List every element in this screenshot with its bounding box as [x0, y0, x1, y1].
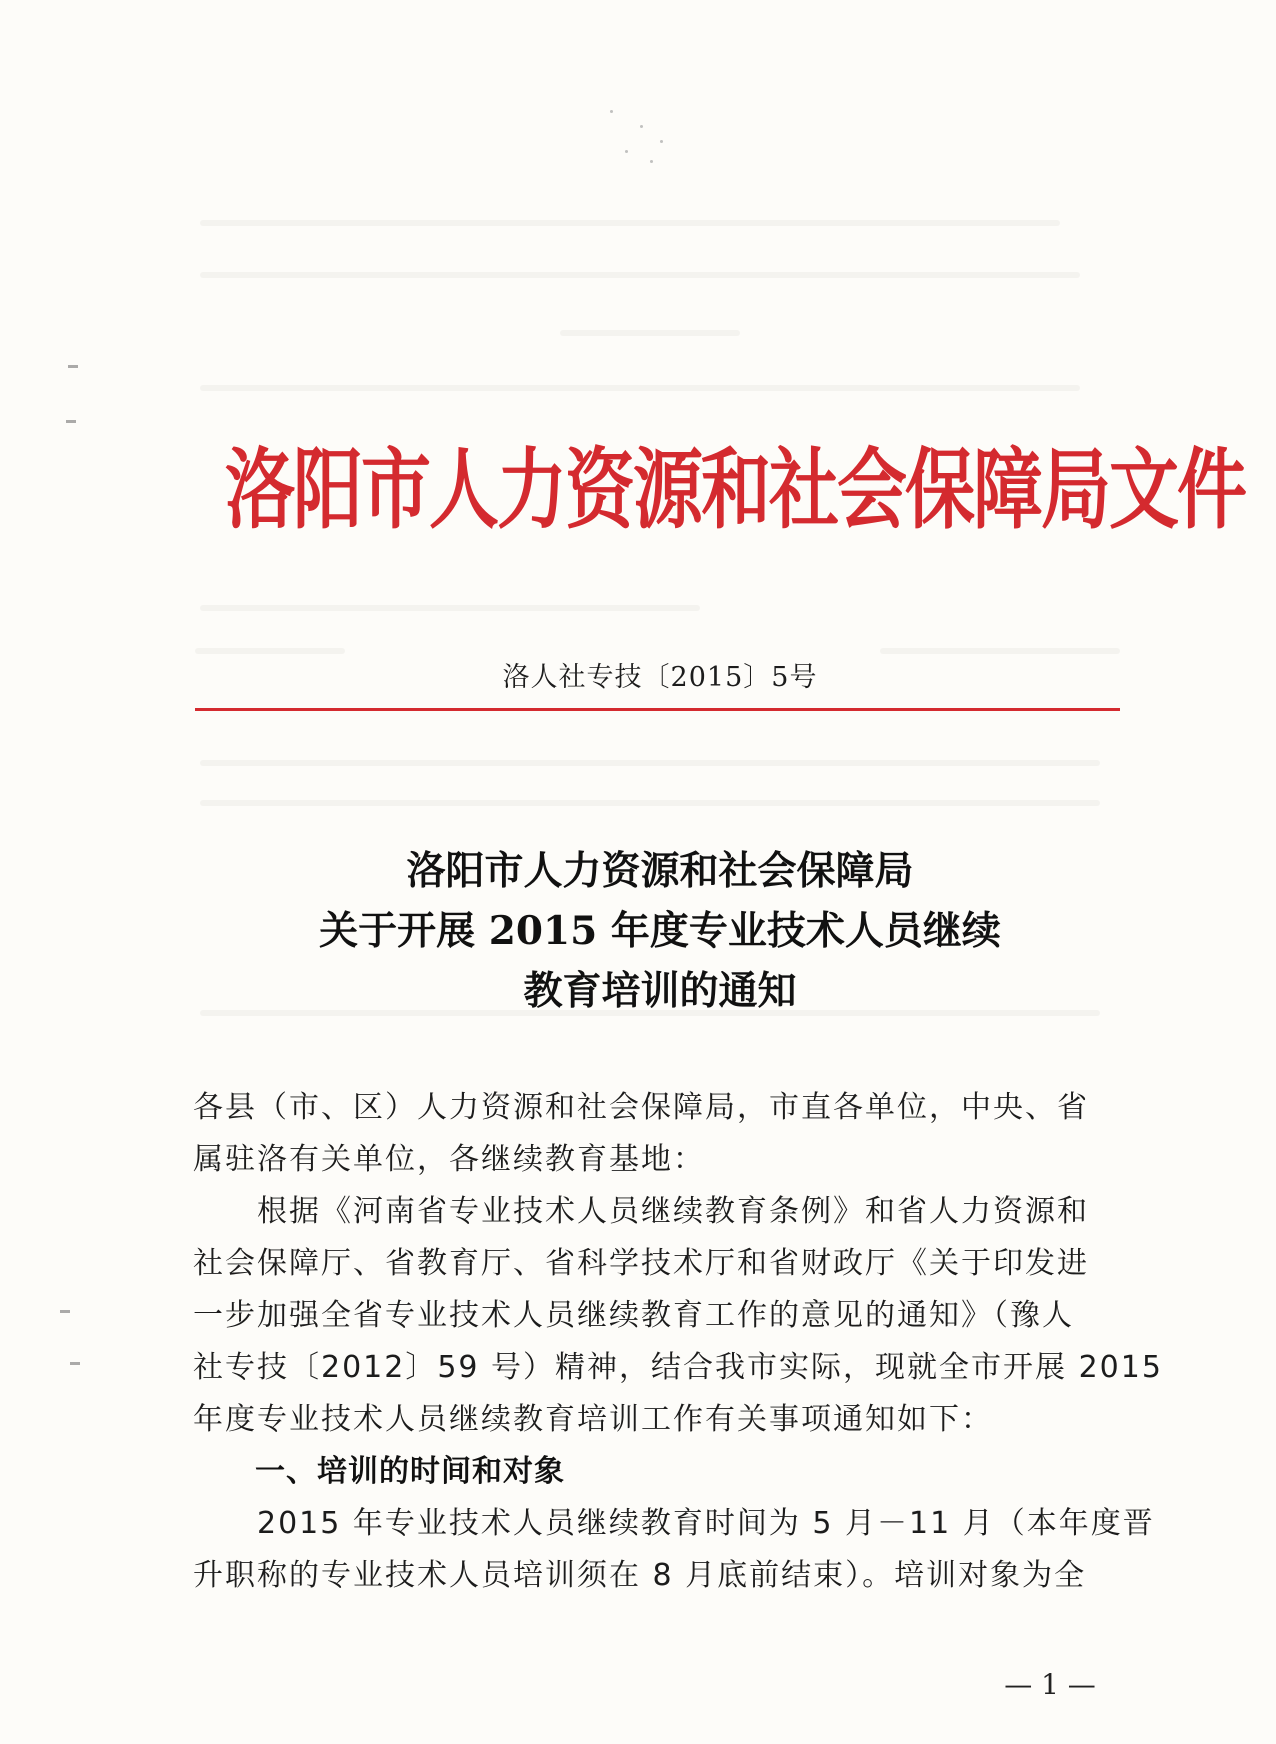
body-line: 根据《河南省专业技术人员继续教育条例》和省人力资源和	[193, 1194, 1089, 1229]
scan-artifact	[610, 110, 613, 113]
scan-artifact	[200, 272, 1080, 278]
scan-artifact	[66, 420, 76, 423]
body-line: 各县（市、区）人力资源和社会保障局，市直各单位，中央、省	[193, 1090, 1089, 1125]
body-line: 属驻洛有关单位，各继续教育基地：	[193, 1142, 705, 1177]
body-line: 升职称的专业技术人员培训须在 8 月底前结束）。培训对象为全	[193, 1558, 1087, 1593]
notice-title-line-2: 关于开展 2015 年度专业技术人员继续	[319, 908, 1001, 954]
scan-artifact	[200, 385, 1080, 391]
scan-artifact	[880, 648, 1120, 654]
red-divider	[195, 708, 1120, 711]
scan-artifact	[200, 760, 1100, 766]
scan-artifact	[660, 140, 663, 143]
scan-artifact	[68, 365, 78, 368]
scan-artifact	[200, 220, 1060, 226]
scan-artifact	[195, 648, 345, 654]
body-line: 一步加强全省专业技术人员继续教育工作的意见的通知》（豫人	[193, 1298, 1074, 1333]
scan-artifact	[625, 150, 628, 153]
page-number: — 1 —	[1004, 1668, 1096, 1701]
notice-title-line-1: 洛阳市人力资源和社会保障局	[406, 848, 914, 894]
scan-artifact	[640, 125, 643, 128]
body-line: 社专技〔2012〕59 号）精神，结合我市实际，现就全市开展 2015	[193, 1350, 1163, 1385]
body-line: 社会保障厅、省教育厅、省科学技术厅和省财政厅《关于印发进	[193, 1246, 1089, 1281]
scan-artifact	[650, 160, 653, 163]
section-heading: 一、培训的时间和对象	[255, 1454, 565, 1489]
agency-file-title: 洛阳市人力资源和社会保障局文件	[225, 437, 1245, 542]
scan-artifact	[70, 1362, 80, 1365]
notice-title-line-3: 教育培训的通知	[523, 968, 797, 1014]
scan-artifact	[60, 1310, 70, 1313]
scan-artifact	[200, 800, 1100, 806]
body-line: 2015 年专业技术人员继续教育时间为 5 月－11 月（本年度晋	[193, 1506, 1155, 1541]
scan-artifact	[200, 605, 700, 611]
body-line: 年度专业技术人员继续教育培训工作有关事项通知如下：	[193, 1402, 993, 1437]
document-number: 洛人社专技〔2015〕5号	[502, 662, 818, 693]
scan-artifact	[560, 330, 740, 336]
